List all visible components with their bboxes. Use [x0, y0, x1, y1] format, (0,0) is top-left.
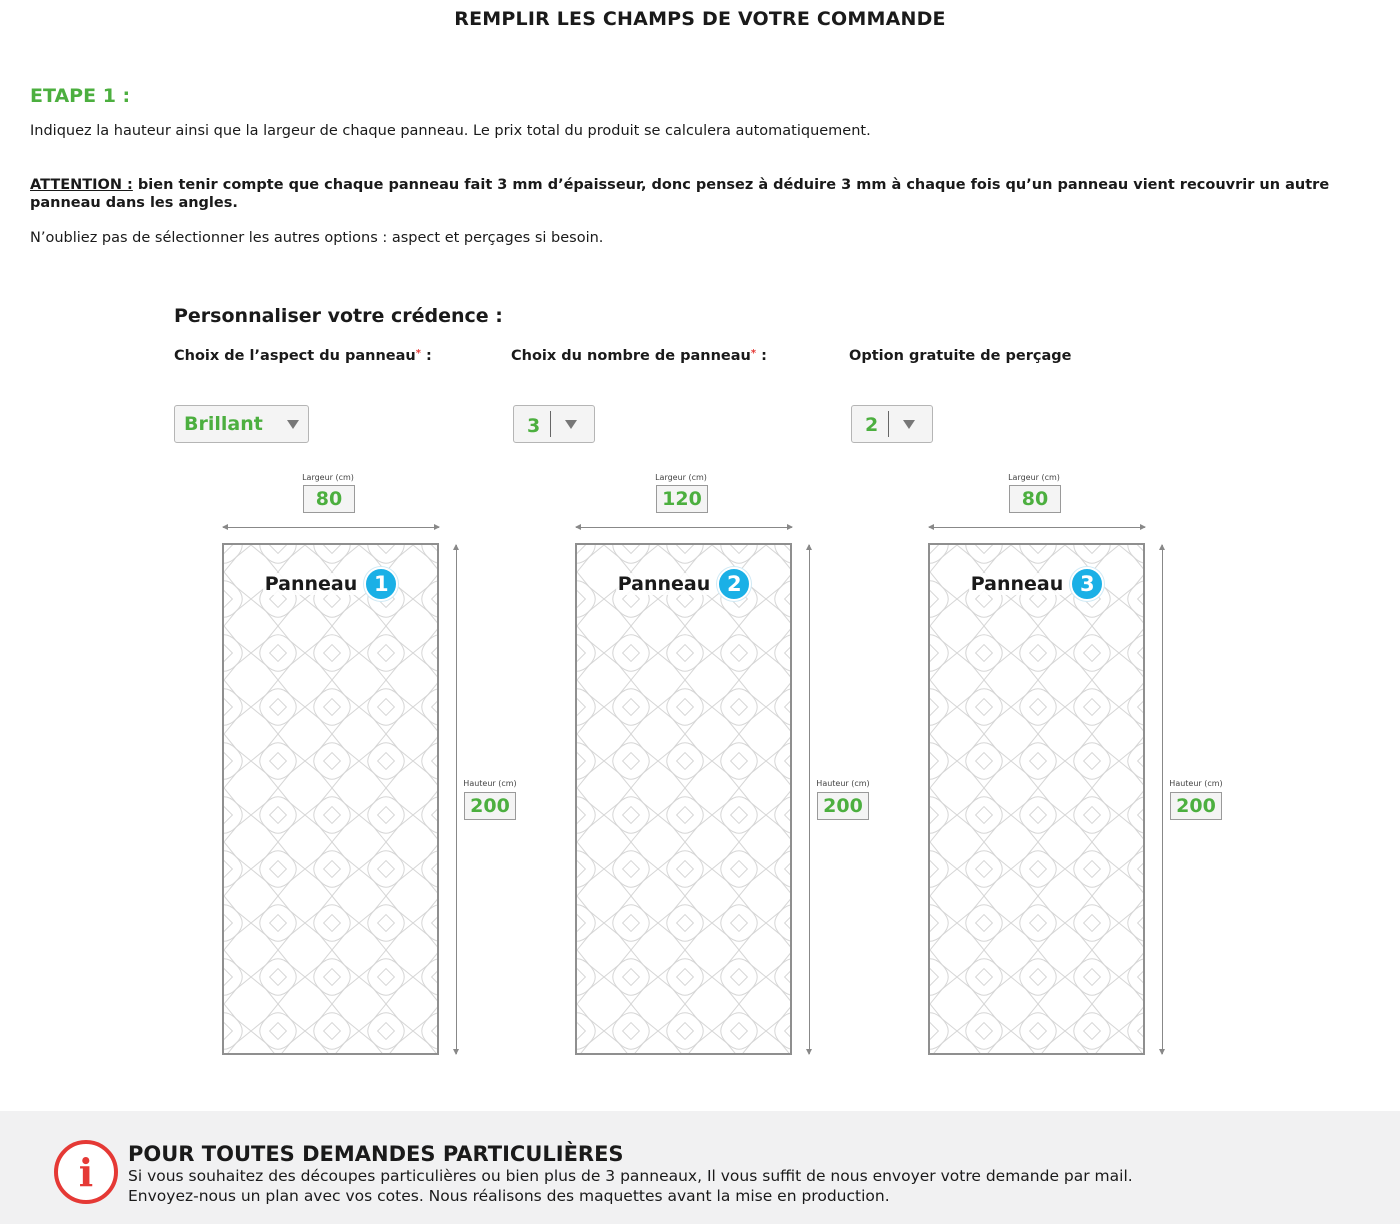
- tile-pattern: [930, 545, 1145, 1055]
- required-mark: *: [750, 348, 757, 359]
- aspect-select-value: Brillant: [184, 413, 263, 435]
- height-input-panel-2[interactable]: 200: [817, 792, 869, 820]
- height-dimension-arrow: [809, 545, 810, 1054]
- panel-count-label-text: Choix du nombre de panneau: [511, 348, 751, 364]
- tile-pattern: [577, 545, 792, 1055]
- aspect-label-text: Choix de l’aspect du panneau: [174, 348, 416, 364]
- special-requests-title: POUR TOUTES DEMANDES PARTICULIÈRES: [128, 1142, 624, 1166]
- width-input-panel-1[interactable]: 80: [303, 485, 355, 513]
- panel-name: Panneau: [970, 573, 1064, 595]
- panel-header: [224, 567, 437, 601]
- width-dimension-arrow: [576, 527, 792, 528]
- drilling-label: Option gratuite de perçage: [849, 348, 1072, 364]
- attention-text: bien tenir compte que chaque panneau fait 3 mm d’épaisseur, donc pensez à déduire 3 mm à chaque fois qu’un panneau vient recouvrir un autre panneau dans les angles.: [30, 177, 1330, 211]
- chevron-down-icon: [287, 420, 299, 429]
- height-dimension-arrow: [456, 545, 457, 1054]
- panel-2: [575, 543, 792, 1055]
- attention-label: ATTENTION :: [30, 177, 133, 193]
- width-label: Largeur (cm): [655, 473, 707, 482]
- width-label: Largeur (cm): [302, 473, 354, 482]
- width-input-panel-3[interactable]: 80: [1009, 485, 1061, 513]
- attention-notice: [30, 176, 1370, 212]
- drilling-select[interactable]: [851, 405, 933, 443]
- panel-header: [577, 567, 790, 601]
- special-requests-line-1: Si vous souhaitez des découpes particulières ou bien plus de 3 panneaux, Il vous suffit de nous envoyer votre demande par mail.: [128, 1167, 1133, 1185]
- panel-count-label: [511, 348, 767, 364]
- panel-1: [222, 543, 439, 1055]
- panel-3: [928, 543, 1145, 1055]
- width-dimension-arrow: [929, 527, 1145, 528]
- select-divider: [550, 411, 551, 437]
- height-label: Hauteur (cm): [1169, 779, 1223, 788]
- options-reminder: N’oubliez pas de sélectionner les autres options : aspect et perçages si besoin.: [30, 230, 604, 246]
- height-input-panel-1[interactable]: 200: [464, 792, 516, 820]
- width-dimension-arrow: [223, 527, 439, 528]
- width-input-panel-2[interactable]: 120: [656, 485, 708, 513]
- label-suffix: :: [420, 348, 432, 364]
- aspect-label: [174, 348, 432, 364]
- height-label: Hauteur (cm): [463, 779, 517, 788]
- height-input-panel-3[interactable]: 200: [1170, 792, 1222, 820]
- page-title: REMPLIR LES CHAMPS DE VOTRE COMMANDE: [454, 8, 946, 30]
- chevron-down-icon: [565, 420, 577, 429]
- width-label: Largeur (cm): [1008, 473, 1060, 482]
- label-suffix: :: [756, 348, 767, 364]
- step-title: ETAPE 1 :: [30, 85, 131, 107]
- tile-pattern: [224, 545, 439, 1055]
- panel-header: [930, 567, 1143, 601]
- customize-title: Personnaliser votre crédence :: [174, 305, 503, 327]
- panel-number-badge: 3: [1070, 567, 1104, 601]
- panel-number-badge: 2: [717, 567, 751, 601]
- panel-count-select[interactable]: [513, 405, 595, 443]
- drilling-select-value: 2: [865, 414, 879, 436]
- special-requests-line-2: Envoyez-nous un plan avec vos cotes. Nous réalisons des maquettes avant la mise en production.: [128, 1187, 890, 1205]
- panel-name: Panneau: [617, 573, 711, 595]
- panel-count-select-value: 3: [527, 415, 541, 437]
- info-circle-icon: i: [54, 1140, 118, 1204]
- chevron-down-icon: [903, 420, 915, 429]
- panel-name: Panneau: [264, 573, 358, 595]
- panel-number-badge: 1: [364, 567, 398, 601]
- step-intro: Indiquez la hauteur ainsi que la largeur de chaque panneau. Le prix total du produit se calculera automatiquement.: [30, 123, 871, 139]
- height-label: Hauteur (cm): [816, 779, 870, 788]
- aspect-select[interactable]: [174, 405, 309, 443]
- select-divider: [888, 411, 889, 437]
- required-mark: *: [415, 348, 421, 359]
- height-dimension-arrow: [1162, 545, 1163, 1054]
